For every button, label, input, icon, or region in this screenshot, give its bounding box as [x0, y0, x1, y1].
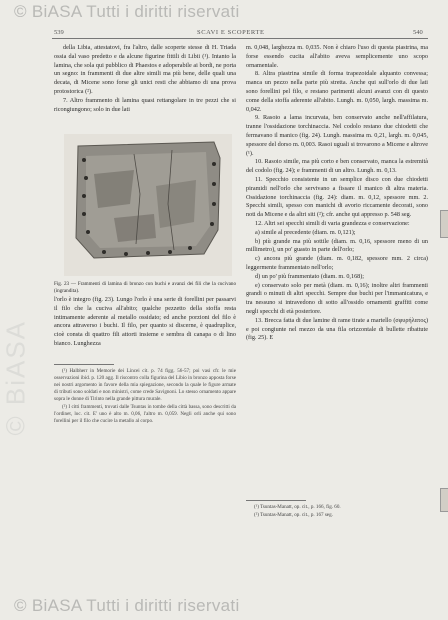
right-paragraph: 12. Altri sei specchi simili di varia grandezza e conservazione:	[255, 219, 410, 227]
footnote-rule-right	[246, 500, 306, 501]
right-paragraph: m. 0,048, larghezza m. 0,035. Non è chiaro l'uso di questa piastrina, ma forse essendo cucita all'abito aveva semplicemente uno scopo ornamentale.	[246, 44, 428, 69]
right-paragraph: e) conservato solo per metà (diam. m. 0,16); inoltre altri frammenti grandi o minuti di altri specchi. Sempre due buchi per l'immanicatura, e tra nessuno si intravedono di sotto all'ossido ornamenti graffiti come negli specchi di età posteriore.	[246, 281, 428, 315]
page-edge-tab	[440, 488, 448, 512]
footnotes-right	[246, 504, 428, 520]
right-paragraph: a) simile al precedente (diam. m. 0,121);	[255, 228, 356, 236]
bronze-lamina-fragments-image	[64, 134, 232, 276]
right-paragraph: 11. Specchio consistente in un semplice disco con due chiodetti piramidi nell'orlo che servivano a fissare il manico di altra materia. Ossidazione torchinaccia (fig. 24): diam. m. 0,12, spessore mm. 2. Specchi simili, spesso con manichi di avorio riccamente decorati, sono noti da Micene e da altri siti (²); cfr. anche qui appresso p. 548 seg.	[246, 175, 428, 219]
watermark-side: © BiASA	[0, 319, 31, 436]
footnote: (¹) Tsuntas-Manatt, op. cit., p. 166, fig. 60.	[254, 504, 341, 510]
left-paragraph: l'orlo è integro (fig. 23). Lungo l'orlo è una serie di forellini per passarvi il filo che la cuciva all'abito; qualche pezzetto della stoffa resta intimamente aderente al metallo ossidato; ed anche porzioni del filo è ancora attraverso i buchi. Il filo, per quanto si discerne, è quadruplice, cioè consta di quattro fili attorti insieme e sembra di canapa o di lino bianco. Lunghezza	[54, 296, 236, 347]
right-paragraph: 13. Brecca fatta di due lamine di rame tirate a martello (σφυρήλατος) e poi congiunte nel mezzo da una fila orizzontale di bullette ribattute (fig. 25). E	[246, 316, 428, 342]
right-paragraph: b) più grande ma più sottile (diam. m. 0,16, spessore meno di un millimetro), un po' guasto in parte dell'orlo;	[246, 237, 428, 254]
page-edge-tab	[440, 210, 448, 238]
footnote: (²) Tsuntas-Manatt, op. cit., p. 167 seg.	[254, 512, 333, 518]
footnotes-left	[54, 368, 236, 426]
figure-caption: Fig. 23 — Frammenti di lamina di bronzo con buchi e avanzi dei fili che la cucivano (ingrandita).	[54, 281, 236, 294]
right-paragraph: 9. Rasoio a lama incurvata, ben conservato anche nell'affilatura, tranne l'ossidazione torchinaccia. Nel codolo restano due chiodetti che fermavano il manico (fig. 24). Lungh. massima m. 0,21, largh. m. 0,045, spessore del dorso m. 0,003. Rasoi uguali si trovarono a Micene e altrove (¹).	[246, 114, 428, 157]
page-number-left: 539	[54, 29, 64, 36]
left-paragraph: 7. Altro frammento di lamina quasi rettangolare in tre pezzi che si ricongiungono; solo in due lati	[54, 96, 236, 113]
right-paragraph: 8. Altra piastrina simile di forma trapezoidale alquanto convessa; manca un pezzo nella parte più stretta. Anche qui sull'orlo di due lati sono forellini pel filo, e restano parimenti alcuni avanzi con di questo come della stoffa aderente all'abito. Lungh. m. 0,050, largh. massima m. 0,042.	[246, 70, 428, 113]
right-paragraph: d) un po' più frammentato (diam. m. 0,168);	[255, 272, 365, 280]
footnote: (¹) Halbherr in Memorie dei Lincei cit. p. 74 figg. 56-57; poi vasi cfr. le mie osservazioni ibid. p. 120 agg. Il riscontro colla figurina del Libio in bronzo apposta forse nei nostri argomento in favore della mia spiegazione, secondo la quale le figure armate di tributi sono soldati e non ministri, come crede Savignoni. Lo stesso ornamento appare sopra le donne di Tirinto nella grande pittura murale.	[54, 368, 236, 402]
right-paragraph: 10. Rasoio simile, ma più corto e ben conservato, manca la estremità del codolo (fig. 24); e frammenti di un altro. Lungh. m. 0,13.	[246, 158, 428, 175]
left-column-bottom	[54, 296, 236, 349]
figure-23	[64, 134, 232, 276]
page-number-right: 540	[413, 29, 423, 36]
footnote: (²) I citti frammenti, trovati dalle Tsuntas in tombe della città bassa, sono descritti da l'ordinet, loc. cit. E' uno è alto m. 0,06, l'altro m. 0,059. Negli orli anche qui sono forellini per il filo che cucire la metallo al corpo.	[54, 404, 236, 424]
watermark-top: © BiASA Tutti i diritti riservati	[14, 2, 240, 21]
header-rule	[52, 38, 428, 39]
watermark-bottom: © BiASA Tutti i diritti riservati	[14, 596, 240, 615]
left-column-top	[54, 44, 236, 114]
right-paragraph: c) ancora più grande (diam. m. 0,182, spessore mm. 2 circa) leggermente frammentato nell'orlo;	[246, 255, 428, 271]
right-column	[246, 44, 428, 343]
footnote-rule-left	[54, 364, 114, 365]
left-paragraph: della Libia, attestatovi, fra l'altro, dalle scoperte stesse di H. Triada ossia dal vaso predetto e da alcune figurine fittili di Libii (¹). Intanto la lamina, che sola qui pubblico di Phaestos e adoperabile ai bordi, ne porta un segno: in frammenti di due altre simili ma più bene, delle quali una decata, di Micene sono forse gli unici resti che abbiamo di una prova protostorica (²).	[54, 44, 236, 95]
running-title: SCAVI E SCOPERTE	[197, 29, 265, 36]
